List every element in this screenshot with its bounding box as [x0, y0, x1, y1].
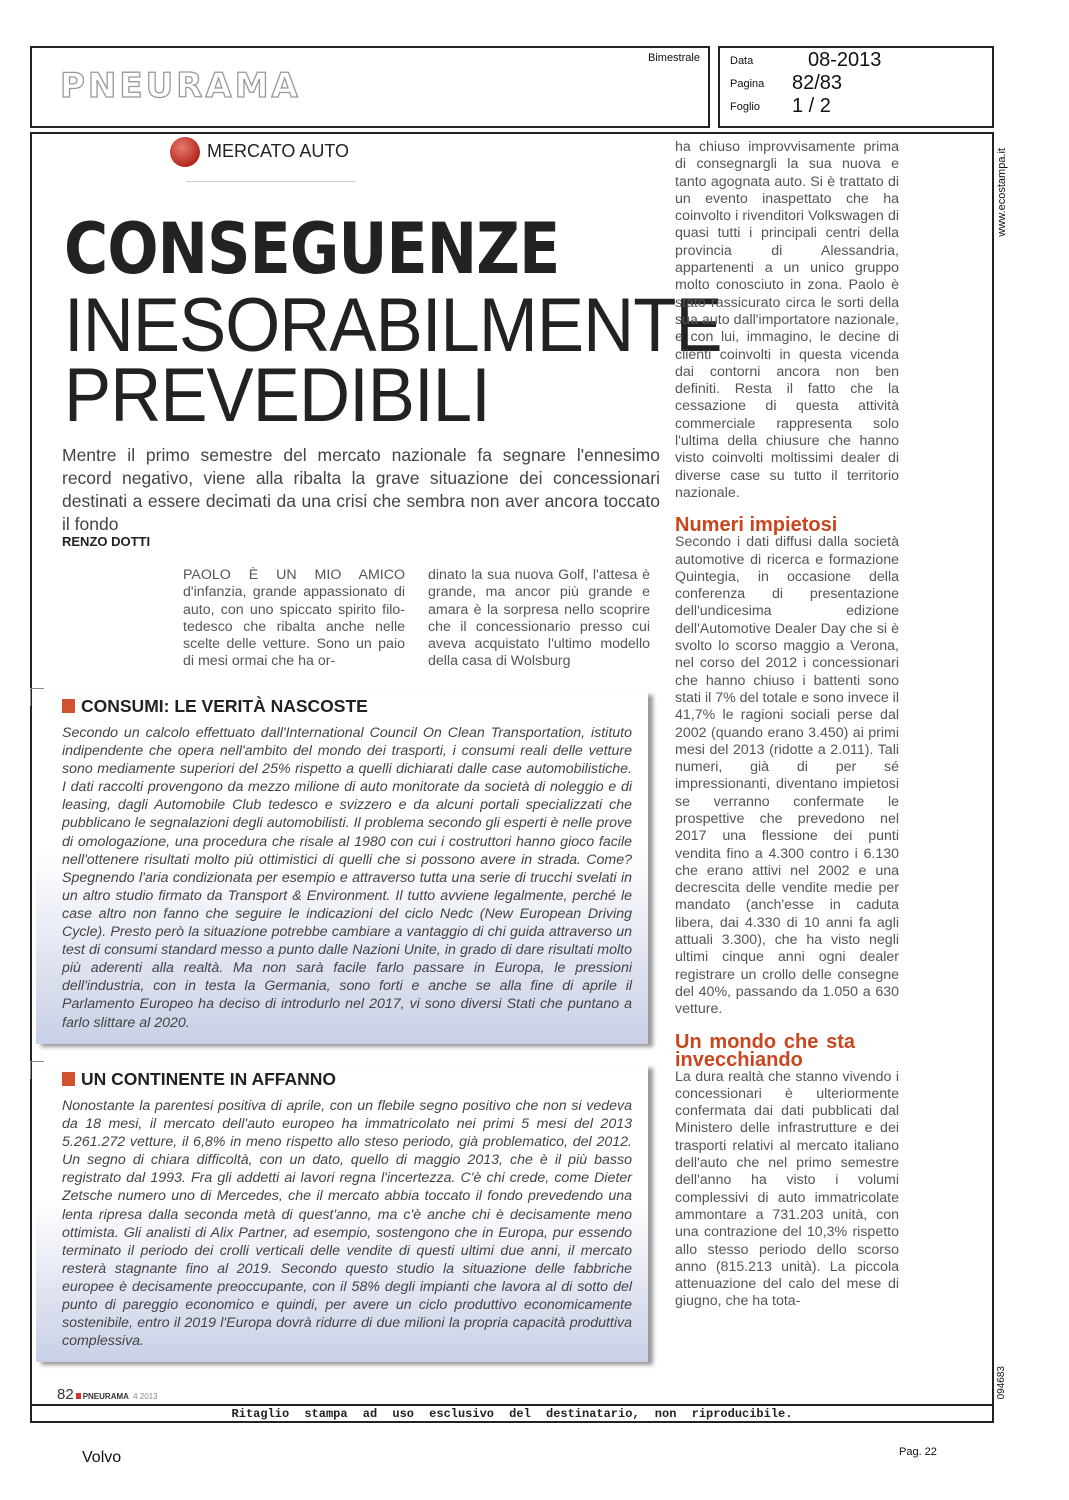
side-code: 094683 — [996, 1366, 1007, 1400]
body-column-right — [675, 139, 899, 1311]
square-bullet-icon — [62, 1072, 75, 1086]
client-name: Volvo — [82, 1449, 122, 1466]
subheading-numeri: Numeri impietosi — [675, 514, 838, 537]
corner-mark — [30, 1061, 44, 1062]
folio-square-icon — [76, 1393, 81, 1399]
corner-mark — [30, 688, 44, 689]
box-title-text: UN CONTINENTE IN AFFANNO — [81, 1069, 337, 1089]
disclaimer: Ritaglio stampa ad uso esclusivo del destinatario, non riproducibile. — [231, 1407, 793, 1421]
body-column-b: dinato la sua nuova Golf, l'attesa è grande, ma ancor più grande e amara è la sorpresa nello scoprire che il concessionario presso cui aveva acquistato l'ultimo modello della casa di Wolsburg — [428, 567, 650, 670]
title-line-2: INESORABILMENTE — [64, 283, 722, 368]
box-text: Secondo un calcolo effettuato dall'International Council On Clean Transportation, istituto indipendente che opera nell'ambito del mondo dei trasporti, i consumi reali delle vetture sono mediamente superiori del 25% rispetto a quelli dichiarati dalle case automobilistiche. I dati raccolti provengono da mezzo milione di auto monitorate da società di noleggio e di leasing, dagli Automobile Club tedesco e svizzero e da alcuni portali specializzati che pubblicano le segnalazioni degli automobilisti. Il problema secondo gli esperti è nelle prove di omologazione, una procedura che risale al 1980 con cui i costruttori hanno gioco facile nell'ottenere risultati molto più ottimistici di quelli che si possono avere in strada. Come? Spegnendo l'aria condizionata per esempio e attraverso tutta una serie di trucchi svelati in un altro studio firmato da Transport & Environment. Il tutto avviene legalmente, perché le case altro non fanno che seguire le indicazioni del ciclo Nedc (New European Driving Cycle). Presto però la situazione potrebbe cambiare a vantaggio di chi guida attraverso un test di consumi standard messo a punto dalle Nazioni Unite, in grado di dare risultati molto più aderenti alla realtà. Ma non sarà facile farlo passare in Europa, le pressioni dell'industria, con in testa la Germania, sono forti e anche se alla fine di aprile il Parlamento Europeo ha deciso di introdurlo nel 2017, vi sono diversi Stati che puntano a farlo slittare al 2020. — [62, 725, 632, 1031]
box-title — [62, 1069, 336, 1090]
meta-page-label: Pagina — [730, 78, 765, 90]
page-number: Pag. 22 — [899, 1446, 937, 1458]
corner-mark — [30, 688, 31, 706]
section-rule — [186, 181, 356, 182]
frequency-label: Bimestrale — [648, 52, 700, 64]
section-tag: MERCATO AUTO — [207, 141, 350, 161]
publication-logo: PNEURAMA — [60, 66, 301, 106]
right-paragraph-2: Secondo i dati diffusi dalla società automotive di ricerca e formazione Quintegia, in occasione della conferenza di presentazione dell'undicesima edizione dell'Automotive Dealer Day che si è svolto lo scorso maggio a Verona, nel corso del 2012 i concessionari che hanno chiuso i battenti sono stati il 7% del totale e sono invece il 41,7% le ragioni sociali perse dal 2002 (quando erano 3.450) ai primi mesi del 2013 (ridotte a 2.011). Tali numeri, già di per sé impressionanti, diventano impietosi se verranno confermate le prospettive che prevedono nel 2017 una flessione dei punti vendita fino a 4.300 contro i 6.130 che erano attivi nel 2002 e una decrescita delle vendite medie per mandato (anch'esse in caduta libera, dai 4.330 di 10 anni fa agli attuali 3.300), che ha visto negli ultimi cinque anni ogni dealer registrare un crollo delle consegne del 40%, passando da 1.050 a 630 vetture. — [675, 534, 899, 1018]
box-title — [62, 696, 368, 717]
meta-date-value: 08-2013 — [808, 49, 882, 71]
article-lead: Mentre il primo semestre del mercato nazionale fa segnare l'ennesimo record negativo, viene alla ribalta la grave situazione dei concessionari destinati a essere decimati da una crisi che sembra non aver ancora toccato il fondo — [62, 445, 660, 534]
box-text: Nonostante la parentesi positiva di aprile, con un flebile segno positivo che non si vedeva da 18 mesi, il mercato dell'auto europeo ha immatricolato nei primi 5 mesi del 2013 5.261.272 vetture, il 6,8% in meno rispetto allo steso periodo, già problematico, del 2012. Un segno di chiara difficoltà, con un dato, quello di maggio 2013, che è il più basso registrato dal 1993. Fra gli addetti ai lavori regna l'incertezza. C'è chi crede, come Dieter Zetsche numero uno di Mercedes, che il mercato abbia toccato il fondo prevedendo una lenta ripresa dalla seconda metà di quest'anno, ma c'è anche chi è decisamente meno ottimista. Gli analisti di Alix Partner, ad esempio, sostengono che in Europa, pur essendo terminato il periodo dei crolli verticali delle vendite di questi ultimi due anni, il mercato resterà stagnante fino al 2019. Secondo questo studio la situazione delle fabbriche europee è decisamente preoccupante, con il 58% degli impianti che lavora al di sotto del punto di pareggio economico e quindi, per avere un ciclo produttivo economicamente sostenibile, entro il 2019 l'Europa dovrà ridurre di due milioni la propria capacità produttiva complessiva. — [62, 1098, 632, 1350]
title-line-1: CONSEGUENZE — [64, 208, 560, 290]
sidebar-box-consumi — [36, 692, 648, 1044]
page-folio — [57, 1386, 158, 1403]
meta-sheet-label: Foglio — [730, 101, 760, 113]
subheading-mondo: Un mondo che sta invecchiando — [675, 1030, 855, 1071]
corner-mark — [30, 1061, 31, 1079]
folio-mag: PNEURAMA — [82, 1392, 129, 1401]
author-name: RENZO DOTTI — [62, 534, 151, 549]
square-bullet-icon — [62, 699, 75, 713]
box-title-text: CONSUMI: LE VERITÀ NASCOSTE — [81, 696, 368, 716]
meta-sheet-value: 1 / 2 — [792, 95, 831, 117]
meta-date-label: Data — [730, 55, 754, 67]
section-bullet-icon — [170, 137, 200, 167]
sidebar-box-continente — [36, 1065, 648, 1362]
right-paragraph-1: ha chiuso improvvisamente prima di consegnargli la sua nuova e tanto agognata auto. Si è trattato di un evento inaspettato che ha coinvolto i rivenditori Volkswagen di quasi tutti i principali centri della provincia di Alessandria, appartenenti a un unico gruppo molto conosciuto in zona. Paolo è stato rassicurato circa le sorti della sua auto dall'importatore nazionale, e con lui, immagino, le decine di clienti coinvolti in questa vicenda dai contorni ancora non ben definiti. Resta il fatto che la cessazione di questa attività commerciale rappresenta solo l'ultima della chiusure che hanno visto coinvolti moltissimi dealer di diverse case su tutto il territorio nazionale. — [675, 139, 899, 501]
folio-page: 82 — [57, 1386, 74, 1403]
right-paragraph-3: La dura realtà che stanno vivendo i concessionari è ulteriormente confermata dai dati pubblicati dal Ministero delle infrastrutture e dei trasporti relativi al mercato italiano dell'auto che nel primo semestre dell'anno ha visto i volumi complessivi di auto immatricolate ammontare a 731.203 unità, con una contrazione del 10,3% rispetto allo stesso periodo dello scorso anno (815.213 unità). La piccola attenuazione del calo del mese di giugno, che ha tota- — [675, 1068, 899, 1310]
folio-issue: 4 2013 — [133, 1392, 158, 1401]
footer-divider — [30, 1404, 994, 1406]
body-column-a: PAOLO È UN MIO AMICO d'infanzia, grande appassionato di auto, con uno spiccato spirito filo-tedesco che ribalta anche nelle scelte delle vetture. Sono un paio di mesi ormai che ha or- — [183, 567, 405, 670]
title-line-3: PREVEDIBILI — [64, 353, 490, 438]
meta-page-value: 82/83 — [792, 72, 843, 94]
side-url: www.ecostampa.it — [996, 148, 1008, 237]
